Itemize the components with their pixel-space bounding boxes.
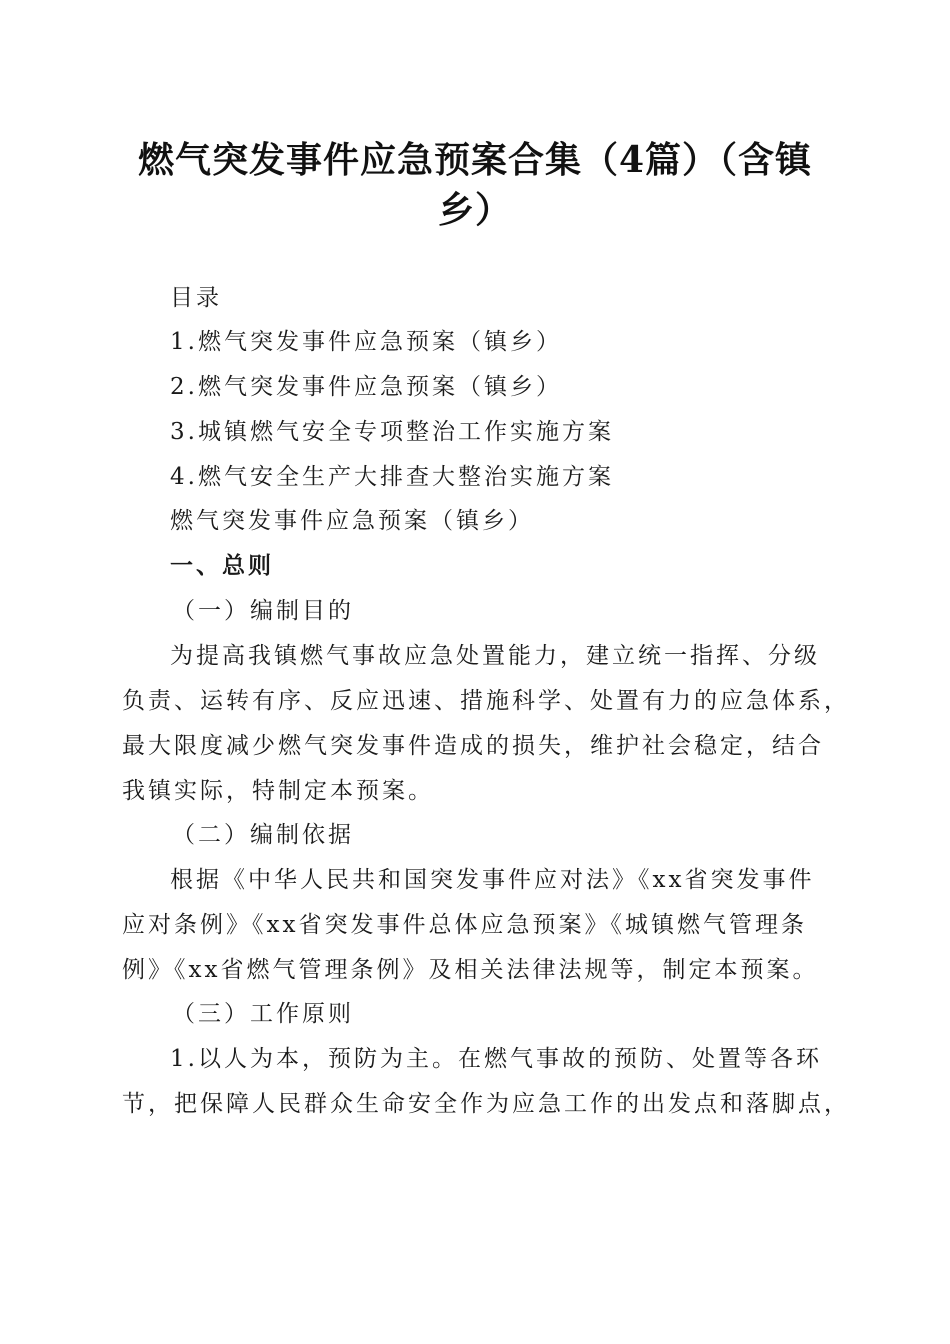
paragraph-line: 最大限度减少燃气突发事件造成的损失，维护社会稳定，结合: [122, 733, 824, 759]
sub-title: 燃气突发事件应急预案（镇乡）: [170, 508, 534, 534]
paragraph-line: 根据《中华人民共和国突发事件应对法》《xx省突发事件: [170, 867, 815, 893]
paragraph-line: 为提高我镇燃气事故应急处置能力，建立统一指挥、分级: [170, 643, 820, 669]
toc-item: 2.燃气突发事件应急预案（镇乡）: [170, 374, 562, 400]
toc-item: 4.燃气安全生产大排查大整治实施方案: [170, 464, 614, 490]
document-title: 燃气突发事件应急预案合集（4篇）（含镇乡）: [137, 139, 813, 231]
paragraph-line: 我镇实际，特制定本预案。: [122, 778, 434, 804]
paragraph-line: 节，把保障人民群众生命安全作为应急工作的出发点和落脚点，: [122, 1091, 850, 1117]
subsection-heading: （二）编制依据: [172, 822, 354, 848]
toc-item: 1.燃气突发事件应急预案（镇乡）: [170, 329, 562, 355]
paragraph-line: 例》《xx省燃气管理条例》及相关法律法规等，制定本预案。: [122, 957, 819, 983]
toc-heading: 目录: [170, 285, 222, 311]
subsection-heading: （一）编制目的: [172, 598, 354, 624]
paragraph-line: 应对条例》《xx省突发事件总体应急预案》《城镇燃气管理条: [122, 912, 807, 938]
toc-item: 3.城镇燃气安全专项整治工作实施方案: [170, 419, 614, 445]
subsection-heading: （三）工作原则: [172, 1001, 354, 1027]
paragraph-line: 负责、运转有序、反应迅速、措施科学、处置有力的应急体系，: [122, 688, 850, 714]
paragraph-line: 1.以人为本，预防为主。在燃气事故的预防、处置等各环: [170, 1046, 822, 1072]
section-heading: 一、总则: [170, 552, 274, 579]
